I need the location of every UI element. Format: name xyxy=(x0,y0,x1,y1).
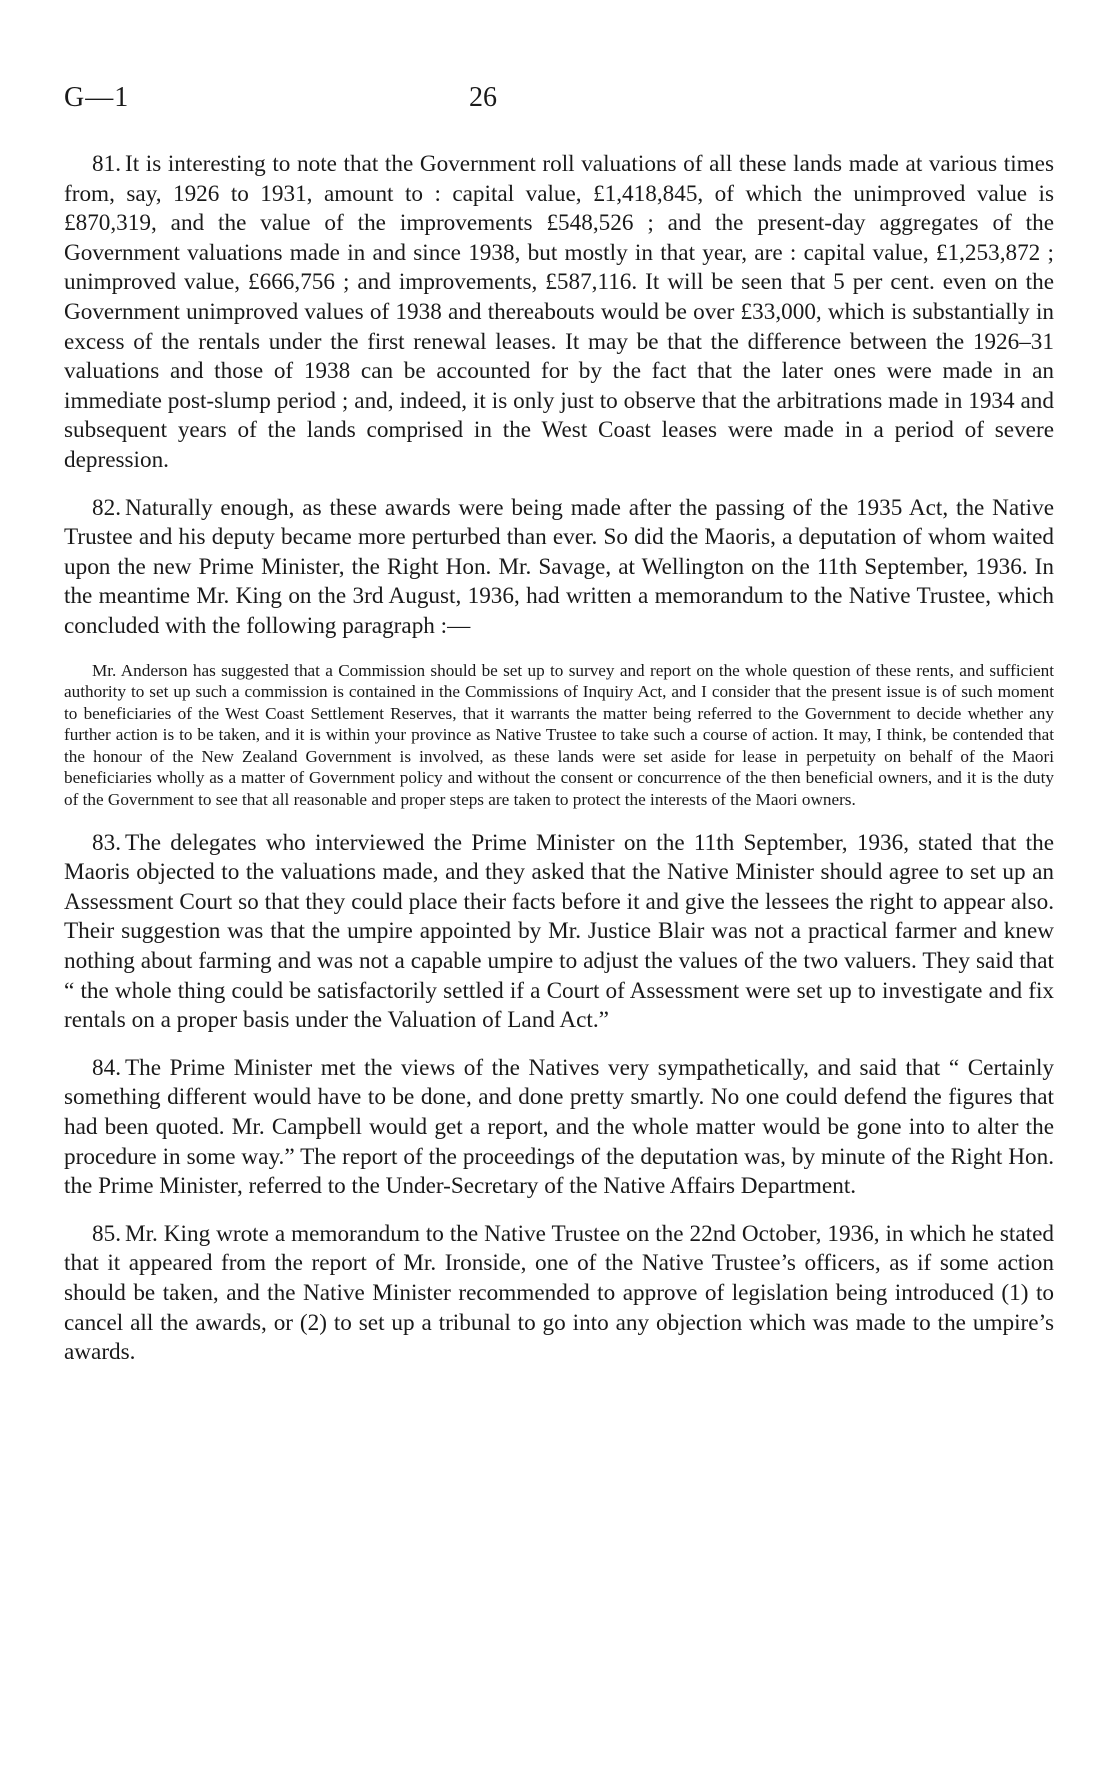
paragraph-81 xyxy=(64,150,1054,476)
paragraph-83 xyxy=(64,829,1054,1036)
quoted-memorandum: Mr. Anderson has suggested that a Commission should be set up to survey and report on the whole question of these rents, and sufficient authority to set up such a commission is contained in the Commissions of Inquiry Act, and I consider that the present issue is of such moment to beneficiaries of the West Coast Settlement Reserves, that it warrants the matter being referred to the Government to decide whether any further action is to be taken, and it is within your province as Native Trustee to take such a course of action. It may, I think, be contended that the honour of the New Zealand Government is involved, as these lands were set aside for lease in perpetuity on behalf of the Maori beneficiaries wholly as a matter of Government policy and without the consent or concurrence of the then beneficial owners, and it is the duty of the Government to see that all reasonable and proper steps are taken to protect the interests of the Maori owners. xyxy=(64,660,1054,810)
page-header xyxy=(64,82,1054,122)
paragraph-text: The Prime Minister met the views of the Natives very sympathetically, and said that “ Certainly something different would have to be done, and done pretty smartly. No one could defend the figures that had been quoted. Mr. Campbell would get a report, and the whole matter would be gone into to alter the procedure in some way.” The report of the proceedings of the deputation was, by minute of the Right Hon. the Prime Minister, referred to the Under-Secretary of the Native Affairs Department. xyxy=(64,1054,1054,1200)
paragraph-85 xyxy=(64,1220,1054,1368)
paragraph-text: The delegates who interviewed the Prime Minister on the 11th September, 1936, stated that the Maoris objected to the valuations made, and they asked that the Native Minister should agree to set up an Assessment Court so that they could place their facts before it and give the lessees the right to appear also. Their suggestion was that the umpire appointed by Mr. Justice Blair was not a practical farmer and knew nothing about farming and was not a capable umpire to adjust the values of the two valuers. They said that “ the whole thing could be satisfactorily settled if a Court of Assessment were set up to investigate and fix rentals on a proper basis under the Valuation of Land Act.” xyxy=(64,829,1054,1034)
document-reference: G—1 xyxy=(64,82,130,113)
paragraph-number: 81. xyxy=(92,151,121,177)
page-number: 26 xyxy=(469,82,497,113)
paragraph-82 xyxy=(64,494,1054,642)
paragraph-number: 82. xyxy=(92,494,121,521)
body-text xyxy=(64,150,1054,1386)
paragraph-text: Mr. King wrote a memorandum to the Native Trustee on the 22nd October, 1936, in which he stated that it appeared from the report of Mr. Ironside, one of the Native Trustee’s officers, as if some action should be taken, and the Native Minister recommended to approve of legislation being introduced (1) to cancel all the awards, or (2) to set up a tribunal to go into any objection which was made to the umpire’s awards. xyxy=(64,1220,1054,1366)
paragraph-text: It is interesting to note that the Government roll valuations of all these lands made at various times from, say, 1926 to 1931, amount to : capital value, £1,418,845, of which the unimproved value is £870,319, and the value of the improvements £548,526 ; and the present-day aggregates of the Government valuations made in and since 1938, but mostly in that year, are : capital value, £1,253,872 ; unimproved value, £666,756 ; and improvements, £587,116. It will be seen that 5 per cent. even on the Government unimproved values of 1938 and thereabouts would be over £33,000, which is substantially in excess of the rentals under the first renewal leases. It may be that the difference between the 1926–31 valuations and those of 1938 can be accounted for by the fact that the later ones were made in an immediate post-slump period ; and, indeed, it is only just to observe that the arbitrations made in 1934 and subsequent years of the lands comprised in the West Coast leases were made in a period of severe depression. xyxy=(64,151,1054,473)
paragraph-number: 84. xyxy=(92,1054,121,1081)
paragraph-number: 83. xyxy=(92,829,121,856)
paragraph-84 xyxy=(64,1054,1054,1202)
paragraph-text: Naturally enough, as these awards were being made after the passing of the 1935 Act, the Native Trustee and his deputy became more perturbed than ever. So did the Maoris, a deputation of whom waited upon the new Prime Minister, the Right Hon. Mr. Savage, at Wellington on the 11th September, 1936. In the meantime Mr. King on the 3rd August, 1936, had written a memorandum to the Native Trustee, which concluded with the following paragraph :— xyxy=(64,494,1054,639)
paragraph-number: 85. xyxy=(92,1220,121,1247)
